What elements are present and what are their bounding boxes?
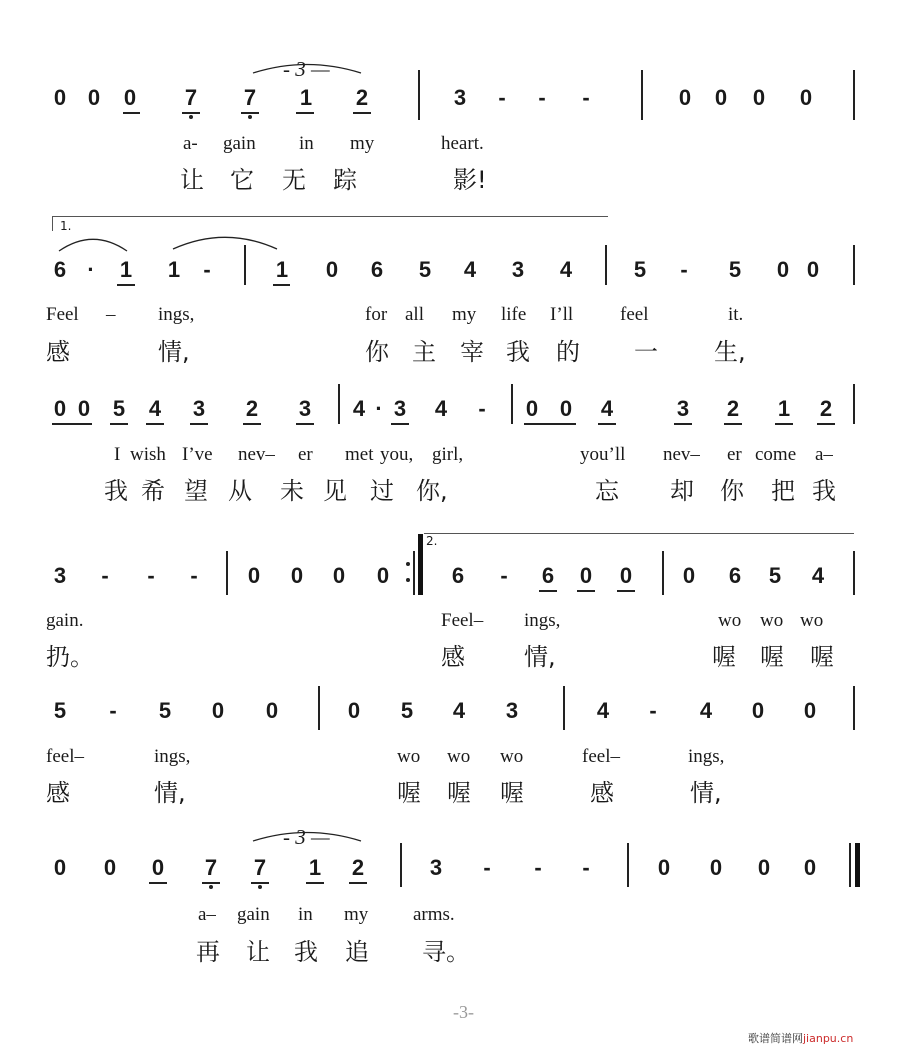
note: 3 — [192, 396, 206, 421]
note: 0 — [803, 855, 817, 880]
note: 0 — [87, 85, 101, 110]
note: 4 — [811, 563, 825, 588]
note-underline — [524, 423, 576, 425]
note: 5 — [400, 698, 414, 723]
octave-dot — [189, 115, 193, 119]
note: 3 — [511, 257, 525, 282]
note: 0 — [682, 563, 696, 588]
note: 0 — [211, 698, 225, 723]
lyric-en: wo — [500, 746, 524, 767]
lyric-zh: 让 — [180, 166, 204, 194]
lyric-en: nev– — [663, 444, 700, 465]
note: 0 — [559, 396, 573, 421]
note: 2 — [726, 396, 740, 421]
note-underline — [539, 590, 557, 592]
lyric-zh: 感 — [441, 643, 465, 671]
note: 4 — [352, 396, 366, 421]
note: 1 — [777, 396, 791, 421]
lyric-zh: 希 — [141, 477, 165, 505]
lyric-zh: 未 — [280, 477, 304, 505]
lyric-zh: 情, — [524, 643, 556, 671]
note-underline — [296, 423, 314, 425]
lyric-zh: 忘 — [595, 477, 619, 505]
note: 3 — [393, 396, 407, 421]
note-underline — [391, 423, 409, 425]
triplet-number: - 3 — — [283, 57, 330, 81]
note: 0 — [806, 257, 820, 282]
lyric-en: girl, — [432, 444, 464, 465]
note: 1 — [308, 855, 322, 880]
barline — [627, 843, 629, 887]
lyric-en: wo — [397, 746, 421, 767]
lyric-zh: 的 — [556, 338, 580, 366]
note: 0 — [657, 855, 671, 880]
lyric-zh: 从 — [228, 477, 252, 505]
lyric-en: my — [344, 904, 369, 925]
note-underline — [775, 423, 793, 425]
lyric-zh: 主 — [412, 338, 436, 366]
note: 2 — [355, 85, 369, 110]
repeat-dot — [406, 578, 410, 582]
lyric-en: a– — [198, 904, 216, 925]
note: 4 — [148, 396, 162, 421]
note: 7 — [184, 85, 198, 110]
lyric-en: wo — [760, 610, 784, 631]
lyric-en: ings, — [154, 746, 191, 767]
barline — [853, 70, 855, 120]
page-number: -3- — [453, 1002, 474, 1022]
note: 0 — [325, 257, 339, 282]
note: 5 — [768, 563, 782, 588]
lyric-en: nev– — [238, 444, 275, 465]
note: - — [500, 563, 508, 588]
note-underline — [182, 112, 200, 114]
note-underline — [251, 882, 269, 884]
note-underline — [617, 590, 635, 592]
lyric-en: – — [106, 304, 116, 325]
note-underline — [306, 882, 324, 884]
lyric-zh: 喔 — [447, 779, 471, 807]
note: - — [147, 563, 155, 588]
lyric-en: wo — [800, 610, 824, 631]
lyric-en: gain — [223, 133, 256, 154]
lyric-zh: 情, — [158, 338, 190, 366]
note-underline — [202, 882, 220, 884]
repeat-barline-thin — [413, 551, 415, 595]
note: 3 — [429, 855, 443, 880]
note: 0 — [714, 85, 728, 110]
note: - — [534, 855, 542, 880]
lyric-en: my — [350, 133, 375, 154]
triplet-bracket — [252, 62, 362, 74]
watermark-site: 歌谱简谱网 — [748, 1032, 803, 1045]
note-underline — [110, 423, 128, 425]
note: 6 — [370, 257, 384, 282]
note: 5 — [158, 698, 172, 723]
barline — [338, 384, 340, 424]
note: 0 — [579, 563, 593, 588]
note: 1 — [275, 257, 289, 282]
volta-bracket-2 — [424, 533, 854, 548]
lyric-en: for — [365, 304, 388, 325]
lyric-en: come — [755, 444, 797, 465]
note: 6 — [728, 563, 742, 588]
barline — [853, 686, 855, 730]
note: 0 — [77, 396, 91, 421]
note: - — [203, 257, 211, 282]
lyric-zh: 喔 — [760, 643, 784, 671]
note: 0 — [376, 563, 390, 588]
lyric-zh: 喔 — [500, 779, 524, 807]
note: - — [483, 855, 491, 880]
note: - — [109, 698, 117, 723]
note: - — [101, 563, 109, 588]
barline — [226, 551, 228, 595]
lyric-zh: 让 — [246, 938, 270, 966]
note-underline — [117, 284, 135, 286]
repeat-barline-thick — [418, 534, 423, 595]
note: - — [649, 698, 657, 723]
lyric-zh: 追 — [345, 938, 369, 966]
lyric-zh: 我 — [294, 938, 318, 966]
lyric-zh: 我 — [812, 477, 836, 505]
lyric-en: feel– — [582, 746, 620, 767]
note: 0 — [803, 698, 817, 723]
barline — [641, 70, 643, 120]
lyric-zh: 喔 — [397, 779, 421, 807]
lyric-en: Feel — [46, 304, 79, 325]
note: 3 — [676, 396, 690, 421]
lyric-en: I — [114, 444, 121, 465]
lyric-zh: 你 — [365, 338, 389, 366]
note-underline — [52, 423, 92, 425]
note-underline — [353, 112, 371, 114]
lyric-en: a- — [183, 133, 198, 154]
lyric-zh: 情, — [154, 779, 186, 807]
lyric-zh: 喔 — [810, 643, 834, 671]
note: 3 — [453, 85, 467, 110]
note-underline — [273, 284, 290, 286]
note-underline — [190, 423, 208, 425]
note-underline — [243, 423, 261, 425]
note-underline — [296, 112, 314, 114]
lyric-en: met — [345, 444, 374, 465]
note: 0 — [53, 396, 67, 421]
barline — [563, 686, 565, 730]
lyric-zh: 踪 — [333, 166, 357, 194]
volta-label-2: 2. — [426, 534, 438, 548]
note: · — [375, 396, 383, 421]
note: 0 — [53, 855, 67, 880]
note: 7 — [204, 855, 218, 880]
lyric-en: gain — [237, 904, 270, 925]
note: 7 — [243, 85, 257, 110]
note: 3 — [53, 563, 67, 588]
lyric-zh: 宰 — [460, 338, 484, 366]
note: 0 — [103, 855, 117, 880]
note: 0 — [709, 855, 723, 880]
lyric-zh: 寻。 — [422, 938, 470, 966]
note: 4 — [559, 257, 573, 282]
lyric-en: in — [298, 904, 313, 925]
note: 0 — [525, 396, 539, 421]
note: 5 — [633, 257, 647, 282]
note: 0 — [247, 563, 261, 588]
lyric-en: my — [452, 304, 477, 325]
note: 4 — [600, 396, 614, 421]
barline — [318, 686, 320, 730]
lyric-en: all — [405, 304, 424, 325]
note-underline — [577, 590, 595, 592]
lyric-en: wo — [447, 746, 471, 767]
note: 4 — [434, 396, 448, 421]
note-underline — [724, 423, 742, 425]
volta-label-1: 1. — [60, 219, 72, 233]
note: - — [190, 563, 198, 588]
volta-bracket-1 — [52, 216, 608, 231]
note: 0 — [757, 855, 771, 880]
barline — [244, 245, 246, 285]
barline — [418, 70, 420, 120]
barline — [662, 551, 664, 595]
lyric-en: you’ll — [580, 444, 626, 465]
lyric-zh: 你 — [720, 477, 744, 505]
lyric-zh: 你, — [416, 477, 448, 505]
note: 0 — [776, 257, 790, 282]
note: 6 — [53, 257, 67, 282]
note: 1 — [119, 257, 133, 282]
note-underline — [349, 882, 367, 884]
lyric-en: arms. — [413, 904, 455, 925]
lyric-zh: 感 — [46, 779, 70, 807]
note: 0 — [347, 698, 361, 723]
note: - — [538, 85, 546, 110]
watermark — [748, 1030, 853, 1046]
lyric-zh: 感 — [590, 779, 614, 807]
note: - — [582, 85, 590, 110]
lyric-en: it. — [728, 304, 744, 325]
lyric-en: feel– — [46, 746, 84, 767]
lyric-zh: 望 — [184, 477, 208, 505]
note: 4 — [596, 698, 610, 723]
lyric-en: heart. — [441, 133, 484, 154]
note-underline — [149, 882, 167, 884]
lyric-zh: 感 — [46, 338, 70, 366]
lyric-zh: 见 — [323, 477, 347, 505]
note-underline — [241, 112, 259, 114]
final-barline-thick — [855, 843, 860, 887]
lyric-zh: 再 — [196, 938, 220, 966]
note: 4 — [452, 698, 466, 723]
note: 6 — [451, 563, 465, 588]
lyric-zh: 它 — [230, 166, 254, 194]
repeat-dot — [406, 562, 410, 566]
note: · — [87, 257, 95, 282]
barline — [853, 384, 855, 424]
lyric-zh: 把 — [771, 477, 795, 505]
note-underline — [817, 423, 835, 425]
note: 0 — [53, 85, 67, 110]
note: 4 — [463, 257, 477, 282]
lyric-zh: 影! — [453, 166, 487, 194]
note-underline — [123, 112, 140, 114]
note: 1 — [167, 257, 181, 282]
barline — [853, 551, 855, 595]
lyric-en: in — [299, 133, 314, 154]
lyric-en: Feel– — [441, 610, 484, 631]
octave-dot — [209, 885, 213, 889]
note: 0 — [290, 563, 304, 588]
final-barline-thin — [849, 843, 851, 887]
watermark-url: jianpu.cn — [803, 1032, 854, 1045]
lyric-en: er — [727, 444, 742, 465]
note: 0 — [799, 85, 813, 110]
lyric-en: you, — [380, 444, 414, 465]
lyric-en: ings, — [524, 610, 561, 631]
note: 0 — [151, 855, 165, 880]
lyric-zh: 一 — [634, 338, 658, 366]
note: 3 — [298, 396, 312, 421]
note-underline — [598, 423, 616, 425]
lyric-zh: 扔。 — [46, 643, 94, 671]
lyric-en: life — [501, 304, 527, 325]
note: - — [498, 85, 506, 110]
lyric-zh: 我 — [506, 338, 530, 366]
note: 3 — [505, 698, 519, 723]
note: 5 — [728, 257, 742, 282]
lyric-zh: 喔 — [712, 643, 736, 671]
triplet-bracket — [252, 830, 362, 842]
note: 5 — [53, 698, 67, 723]
barline — [400, 843, 402, 887]
lyric-en: er — [298, 444, 313, 465]
lyric-en: I’ve — [182, 444, 213, 465]
barline — [511, 384, 513, 424]
note: 1 — [299, 85, 313, 110]
octave-dot — [248, 115, 252, 119]
lyric-en: wish — [130, 444, 166, 465]
note: 0 — [265, 698, 279, 723]
slur — [58, 236, 128, 252]
note-underline — [146, 423, 164, 425]
lyric-en: ings, — [688, 746, 725, 767]
note: - — [680, 257, 688, 282]
lyric-en: ings, — [158, 304, 195, 325]
barline — [853, 245, 855, 285]
barline — [605, 245, 607, 285]
note: 5 — [112, 396, 126, 421]
note: 2 — [245, 396, 259, 421]
lyric-zh: 情, — [690, 779, 722, 807]
lyric-zh: 我 — [104, 477, 128, 505]
note: 5 — [418, 257, 432, 282]
note: 0 — [751, 698, 765, 723]
lyric-zh: 生, — [714, 338, 746, 366]
slur — [172, 234, 278, 250]
note: 0 — [752, 85, 766, 110]
triplet-number: - 3 — — [283, 825, 330, 849]
lyric-zh: 却 — [670, 477, 694, 505]
note: 2 — [351, 855, 365, 880]
note: 6 — [541, 563, 555, 588]
lyric-en: feel — [620, 304, 649, 325]
note: 4 — [699, 698, 713, 723]
lyric-zh: 无 — [282, 166, 306, 194]
note: 0 — [619, 563, 633, 588]
lyric-en: I’ll — [550, 304, 574, 325]
lyric-zh: 过 — [370, 477, 394, 505]
lyric-en: gain. — [46, 610, 84, 631]
note-underline — [674, 423, 692, 425]
octave-dot — [258, 885, 262, 889]
note: 0 — [123, 85, 137, 110]
note: - — [582, 855, 590, 880]
lyric-en: a– — [815, 444, 833, 465]
note: 0 — [678, 85, 692, 110]
lyric-en: wo — [718, 610, 742, 631]
note: 2 — [819, 396, 833, 421]
note: 0 — [332, 563, 346, 588]
note: - — [478, 396, 486, 421]
note: 7 — [253, 855, 267, 880]
